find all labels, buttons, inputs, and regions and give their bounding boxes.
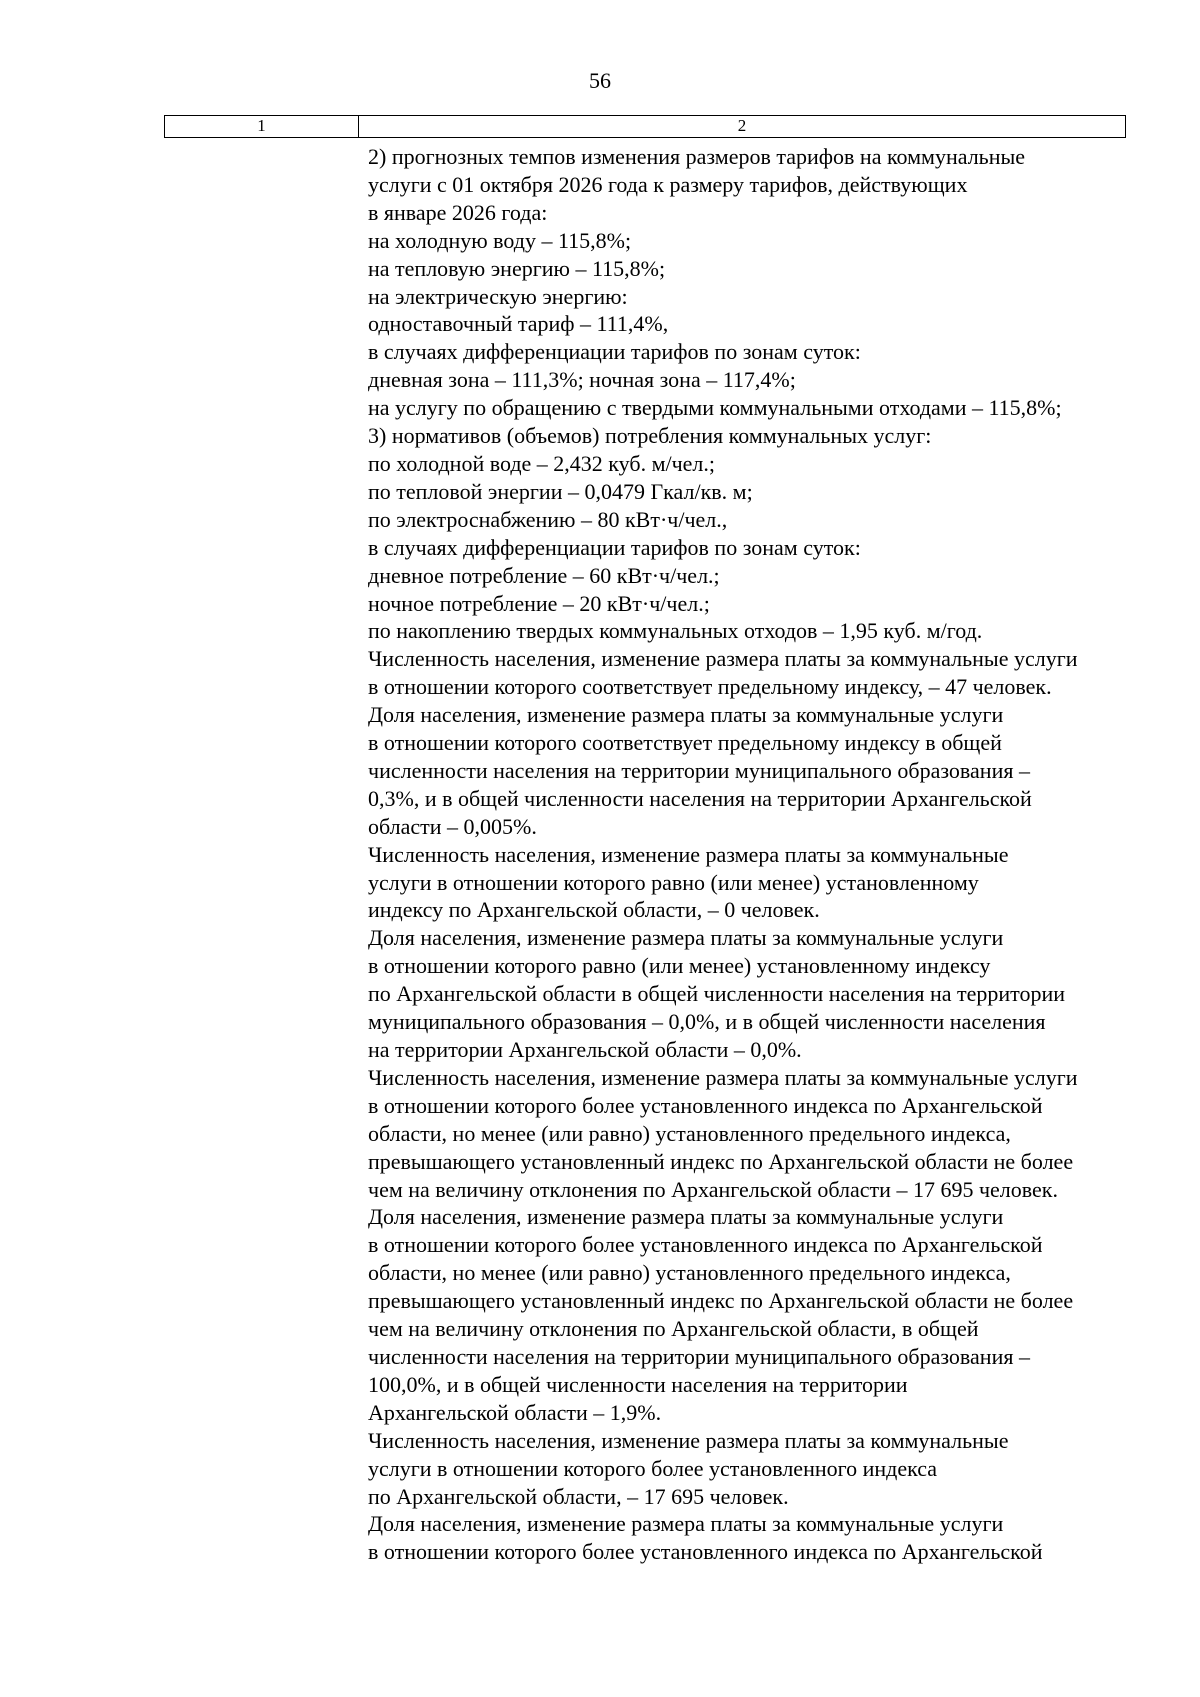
text-line: в отношении которого соответствует предельному индексу, – 47 человек. [368,674,1052,700]
text-line: в отношении которого равно (или менее) установленному индексу [368,953,991,979]
text-line: в отношении которого более установленного индекса по Архангельской [368,1092,1043,1118]
text-line: индексу по Архангельской области, – 0 человек. [368,897,820,923]
text-line: на холодную воду – 115,8%; [368,227,632,253]
text-line: Доля населения, изменение размера платы за коммунальные услуги [368,925,1004,951]
table-column-header-row [164,115,1126,138]
text-line: в отношении которого более установленного индекса по Архангельской [368,1539,1043,1565]
text-line: по тепловой энергии – 0,0479 Гкал/кв. м; [368,478,753,504]
text-line: Численность населения, изменение размера платы за коммунальные [368,841,1009,867]
text-line: 3) нормативов (объемов) потребления коммунальных услуг: [368,423,932,449]
page-number: 56 [589,68,611,93]
text-line: Доля населения, изменение размера платы за коммунальные услуги [368,702,1004,728]
text-line: на услугу по обращению с твердыми коммунальными отходами – 115,8%; [368,395,1062,421]
text-line: чем на величину отклонения по Архангельской области – 17 695 человек. [368,1176,1058,1202]
text-line: муниципального образования – 0,0%, и в общей численности населения [368,1009,1046,1035]
text-line: превышающего установленный индекс по Архангельской области не более [368,1288,1074,1314]
text-line: одноставочный тариф – 111,4%, [368,311,669,337]
column-header-1: 1 [165,116,359,137]
text-line: ночное потребление – 20 кВт·ч/чел.; [368,590,710,616]
text-line: численности населения на территории муниципального образования – [368,757,1030,783]
text-line: Доля населения, изменение размера платы за коммунальные услуги [368,1204,1004,1230]
text-line: в январе 2026 года: [368,199,548,225]
text-line: превышающего установленный индекс по Архангельской области не более [368,1148,1074,1174]
text-line: услуги с 01 октября 2026 года к размеру тарифов, действующих [368,171,968,197]
text-line: 2) прогнозных темпов изменения размеров тарифов на коммунальные [368,144,1026,169]
text-line: по Архангельской области в общей численности населения на территории [368,981,1066,1007]
text-line: дневная зона – 111,3%; ночная зона – 117,4%; [368,367,796,393]
text-line: по холодной воде – 2,432 куб. м/чел.; [368,450,716,476]
text-line: Численность населения, изменение размера платы за коммунальные [368,1427,1009,1453]
text-line: услуги в отношении которого более установленного индекса [368,1455,938,1481]
text-line: в отношении которого более установленного индекса по Архангельской [368,1232,1043,1258]
text-line: дневное потребление – 60 кВт·ч/чел.; [368,562,720,588]
text-line: на тепловую энергию – 115,8%; [368,255,666,281]
text-line: услуги в отношении которого равно (или менее) установленному [368,869,979,895]
text-line: области – 0,005%. [368,813,537,839]
text-line: Архангельской области – 1,9%. [368,1399,662,1425]
column-header-2: 2 [737,116,747,135]
text-line: Доля населения, изменение размера платы за коммунальные услуги [368,1511,1004,1537]
document-body-text [368,143,1138,1566]
text-line: области, но менее (или равно) установленного предельного индекса, [368,1260,1011,1286]
text-line: 0,3%, и в общей численности населения на территории Архангельской [368,785,1032,811]
text-line: 100,0%, и в общей численности населения на территории [368,1371,908,1397]
text-line: по накоплению твердых коммунальных отходов – 1,95 куб. м/год. [368,618,983,644]
text-line: по Архангельской области, – 17 695 человек. [368,1483,789,1509]
text-line: Численность населения, изменение размера платы за коммунальные услуги [368,646,1078,672]
text-line: чем на величину отклонения по Архангельской области, в общей [368,1316,979,1342]
text-line: в случаях дифференциации тарифов по зонам суток: [368,339,861,365]
text-line: на территории Архангельской области – 0,0%. [368,1037,802,1062]
text-line: Численность населения, изменение размера платы за коммунальные услуги [368,1064,1078,1090]
text-line: на электрическую энергию: [368,283,628,309]
text-line: численности населения на территории муниципального образования – [368,1343,1030,1369]
text-line: в случаях дифференциации тарифов по зонам суток: [368,534,861,560]
text-line: области, но менее (или равно) установленного предельного индекса, [368,1120,1011,1146]
text-line: по электроснабжению – 80 кВт·ч/чел., [368,506,728,532]
text-line: в отношении которого соответствует предельному индексу в общей [368,730,1002,756]
